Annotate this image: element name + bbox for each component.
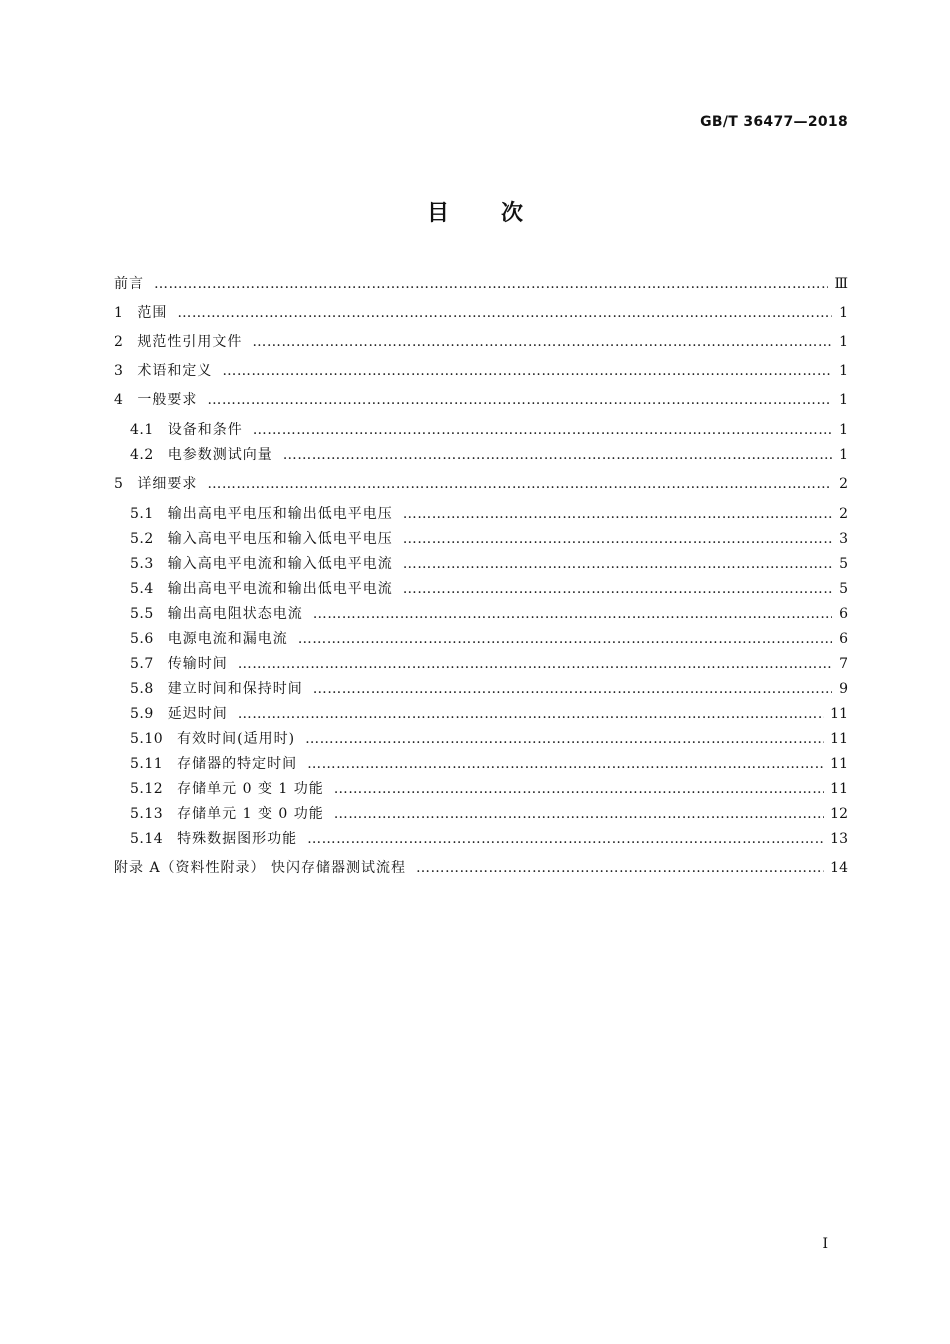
- toc-entry-number: 5.1: [130, 506, 154, 522]
- toc-entry-page: 11: [830, 756, 848, 772]
- toc-entry-number: 5.14: [130, 831, 164, 847]
- toc-entry-label: 详细要求: [137, 476, 198, 492]
- toc-entry-label: 输出高电平电压和输出低电平电压: [167, 506, 393, 522]
- toc-entry-number: 5.2: [130, 531, 154, 547]
- toc-entry-label: 特殊数据图形功能: [177, 831, 298, 847]
- toc-entry-label: 规范性引用文件: [137, 334, 243, 350]
- toc-entry-page: 7: [839, 656, 848, 672]
- toc-entry-5-10[interactable]: [130, 727, 848, 751]
- toc-entry-2[interactable]: [114, 330, 848, 354]
- toc-entry-label: 输入高电平电压和输入低电平电压: [167, 531, 393, 547]
- toc-entry-number: 5: [114, 476, 124, 492]
- toc-entry-page: 2: [839, 476, 848, 492]
- toc-entry-number: 5.10: [130, 731, 164, 747]
- toc-entry-label: 电源电流和漏电流: [167, 631, 288, 647]
- toc-entry-page: 1: [839, 334, 848, 350]
- toc-entry-label: 传输时间: [167, 656, 228, 672]
- toc-entry-number: 5.4: [130, 581, 154, 597]
- toc-leader-dots: [334, 802, 824, 826]
- toc-entry-number: 5.9: [130, 706, 154, 722]
- toc-entry-4-2[interactable]: [130, 443, 848, 467]
- toc-leader-dots: [252, 330, 832, 354]
- toc-entry-5-3[interactable]: [130, 552, 848, 576]
- toc-leader-dots: [177, 301, 832, 325]
- toc-leader-dots: [313, 602, 832, 626]
- toc-entry-label: 附录 A（资料性附录） 快闪存储器测试流程: [114, 860, 407, 876]
- toc-entry-page: 13: [830, 831, 848, 847]
- toc-entry-number: 1: [114, 305, 124, 321]
- toc-entry-number: 4: [114, 392, 124, 408]
- toc-entry-label: 建立时间和保持时间: [167, 681, 303, 697]
- toc-entry-label: 存储单元 0 变 1 功能: [177, 781, 324, 797]
- toc-entry-number: 5.5: [130, 606, 154, 622]
- toc-entry-page: 9: [839, 681, 848, 697]
- toc-entry-number: 4.2: [130, 447, 154, 463]
- toc-entry-page: 1: [839, 422, 848, 438]
- toc-entry-page: 1: [839, 392, 848, 408]
- toc-entry-number: 5.3: [130, 556, 154, 572]
- toc-entry-1[interactable]: [114, 301, 848, 325]
- toc-entry-preface[interactable]: [114, 272, 848, 296]
- toc-leader-dots: [403, 577, 832, 601]
- toc-entry-5-12[interactable]: [130, 777, 848, 801]
- toc-entry-5-9[interactable]: [130, 702, 848, 726]
- toc-entry-label: 延迟时间: [167, 706, 228, 722]
- toc-entry-4[interactable]: [114, 388, 848, 412]
- toc-entry-number: 2: [114, 334, 124, 350]
- toc-entry-5-11[interactable]: [130, 752, 848, 776]
- toc-entry-label: 有效时间(适用时): [177, 731, 296, 747]
- toc-leader-dots: [307, 752, 824, 776]
- toc-leader-dots: [298, 627, 832, 651]
- toc-leader-dots: [207, 388, 832, 412]
- toc-leader-dots: [283, 443, 832, 467]
- toc-entry-label: 设备和条件: [167, 422, 243, 438]
- toc-entry-label: 电参数测试向量: [167, 447, 273, 463]
- toc-entry-page: 1: [839, 363, 848, 379]
- toc-entry-5-13[interactable]: [130, 802, 848, 826]
- toc-entry-number: 3: [114, 363, 124, 379]
- standard-code: GB/T 36477—2018: [700, 114, 848, 130]
- toc-leader-dots: [154, 272, 828, 296]
- toc-entry-page: 11: [830, 706, 848, 722]
- toc-entry-number: 4.1: [130, 422, 154, 438]
- toc-entry-page: 11: [830, 731, 848, 747]
- toc-entry-page: 14: [830, 860, 848, 876]
- toc-leader-dots: [403, 527, 832, 551]
- toc-entry-5-2[interactable]: [130, 527, 848, 551]
- toc-leader-dots: [416, 856, 824, 880]
- toc-entry-label: 存储器的特定时间: [177, 756, 298, 772]
- toc-leader-dots: [305, 727, 824, 751]
- toc-entry-label: 输出高电平电流和输出低电平电流: [167, 581, 393, 597]
- toc-leader-dots: [307, 827, 824, 851]
- toc-leader-dots: [334, 777, 824, 801]
- page-title: 目次: [426, 201, 575, 226]
- toc-entry-label: 术语和定义: [137, 363, 213, 379]
- toc-entry-page: 2: [839, 506, 848, 522]
- toc-entry-4-1[interactable]: [130, 418, 848, 442]
- toc-entry-page: 5: [839, 581, 848, 597]
- toc-entry-number: 5.13: [130, 806, 164, 822]
- toc-entry-page: 1: [839, 447, 848, 463]
- toc-leader-dots: [253, 418, 832, 442]
- toc-entry-label: 前言: [114, 276, 144, 292]
- toc-entry-5-5[interactable]: [130, 602, 848, 626]
- toc-entry-5-4[interactable]: [130, 577, 848, 601]
- toc-entry-number: 5.8: [130, 681, 154, 697]
- toc-entry-page: 12: [830, 806, 848, 822]
- toc-entry-number: 5.6: [130, 631, 154, 647]
- toc-entry-label: 输入高电平电流和输入低电平电流: [167, 556, 393, 572]
- toc-entry-5-6[interactable]: [130, 627, 848, 651]
- toc-entry-number: 5.7: [130, 656, 154, 672]
- toc-entry-5-1[interactable]: [130, 502, 848, 526]
- toc-entry-page: Ⅲ: [834, 276, 848, 292]
- toc-entry-page: 6: [839, 606, 848, 622]
- toc-entry-label: 一般要求: [137, 392, 198, 408]
- toc-entry-5[interactable]: [114, 472, 848, 496]
- toc-entry-number: 5.12: [130, 781, 164, 797]
- toc-leader-dots: [313, 677, 832, 701]
- toc-entry-3[interactable]: [114, 359, 848, 383]
- toc-entry-appendix-a[interactable]: [114, 856, 848, 880]
- toc-entry-page: 5: [839, 556, 848, 572]
- page-number: I: [822, 1236, 828, 1252]
- toc-leader-dots: [403, 502, 832, 526]
- toc-entry-5-8[interactable]: [130, 677, 848, 701]
- toc-entry-page: 3: [839, 531, 848, 547]
- toc-leader-dots: [238, 702, 824, 726]
- toc-leader-dots: [207, 472, 832, 496]
- toc-entry-page: 11: [830, 781, 848, 797]
- toc-entry-label: 范围: [137, 305, 168, 321]
- toc-entry-page: 6: [839, 631, 848, 647]
- toc-leader-dots: [238, 652, 832, 676]
- toc-entry-label: 输出高电阻状态电流: [167, 606, 303, 622]
- toc-entry-5-7[interactable]: [130, 652, 848, 676]
- toc-entry-page: 1: [839, 305, 848, 321]
- toc-leader-dots: [222, 359, 832, 383]
- toc-entry-label: 存储单元 1 变 0 功能: [177, 806, 324, 822]
- toc-leader-dots: [403, 552, 832, 576]
- toc-entry-number: 5.11: [130, 756, 164, 772]
- toc-entry-5-14[interactable]: [130, 827, 848, 851]
